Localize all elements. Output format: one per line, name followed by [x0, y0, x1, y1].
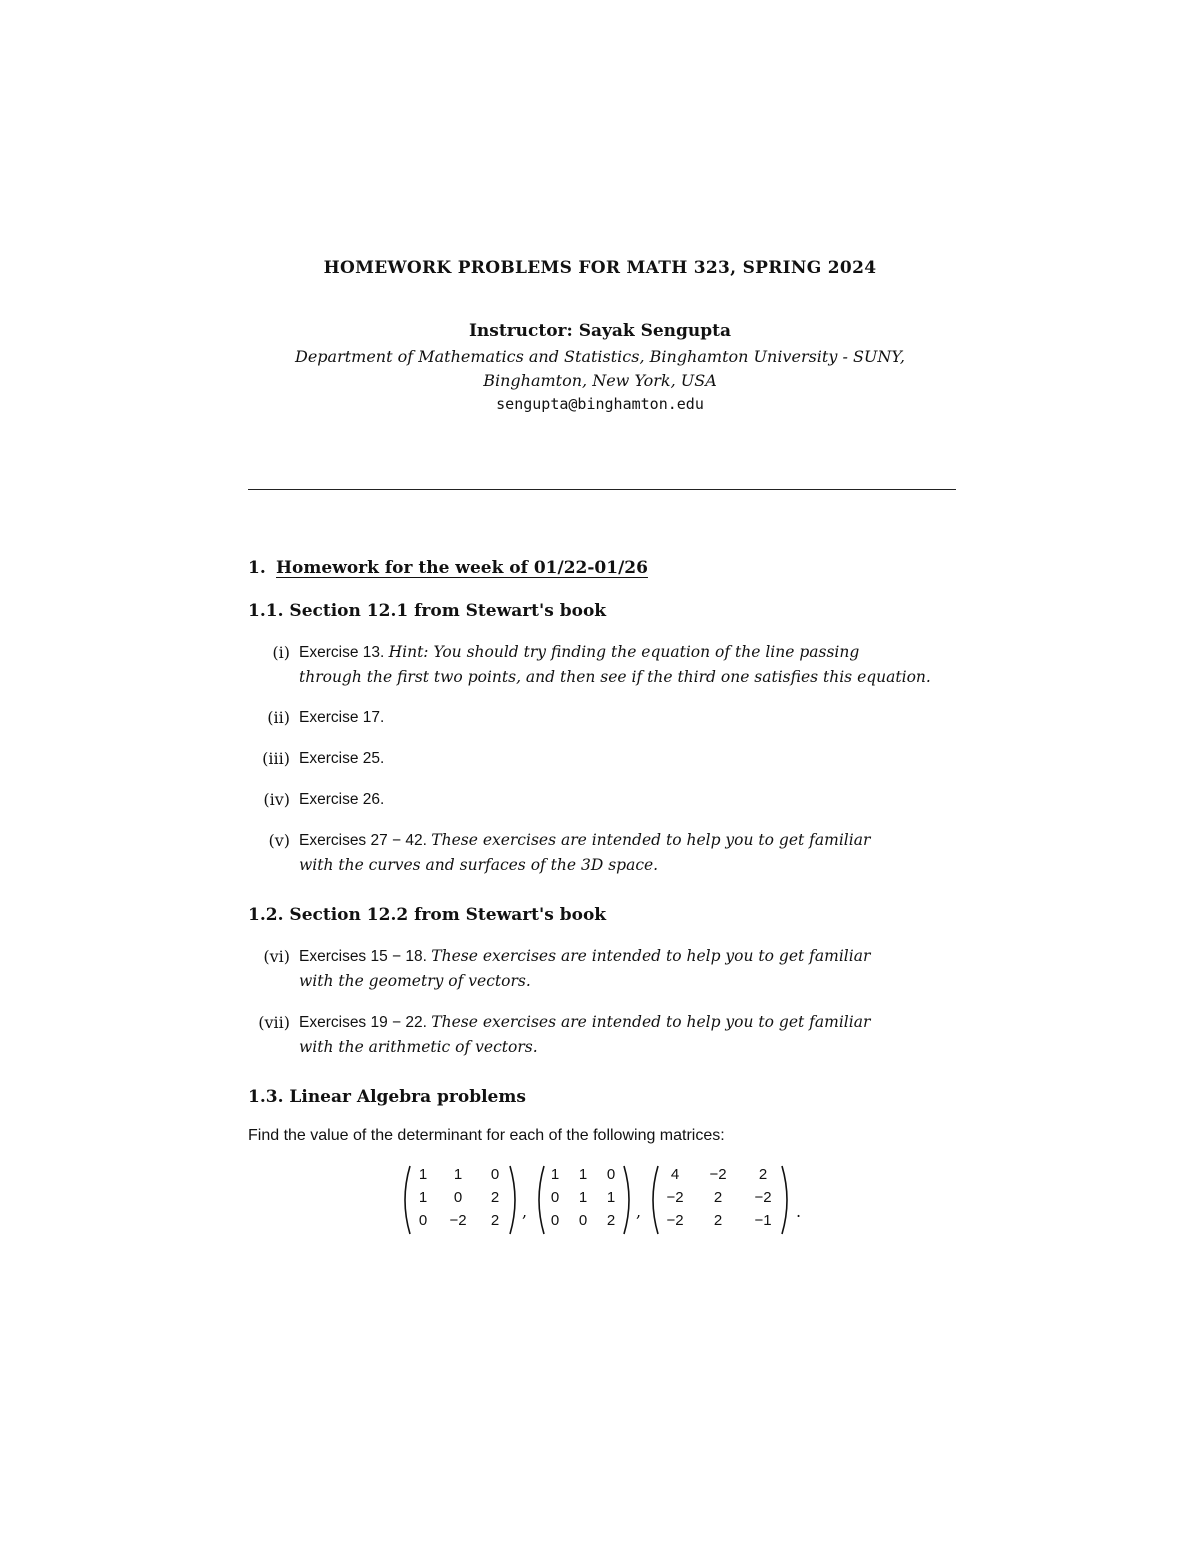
item-text: Exercises 15 − 18. — [299, 948, 427, 965]
item-hint-cont: with the arithmetic of vectors. — [299, 1038, 538, 1056]
section-heading — [248, 558, 648, 578]
horizontal-rule — [248, 489, 956, 490]
item-label: (v) — [268, 831, 290, 850]
matrix-cell: 2 — [606, 1212, 616, 1229]
instructor-email: sengupta@binghamton.edu — [496, 395, 704, 413]
matrix-3 — [648, 1162, 792, 1238]
item-hint: These exercises are intended to help you to get familiar — [431, 1013, 871, 1031]
affiliation-line-2: Binghamton, New York, USA — [483, 371, 717, 390]
section-title: Homework for the week of 01/22-01/26 — [276, 558, 648, 578]
matrix-list — [400, 1162, 820, 1242]
matrix-cell: 0 — [418, 1212, 428, 1229]
item-text: Exercises 19 − 22. — [299, 1014, 427, 1031]
item-hint-cont: with the curves and surfaces of the 3D space. — [299, 856, 659, 874]
matrix-cell: −2 — [666, 1212, 684, 1229]
matrix-cell: −2 — [709, 1166, 727, 1183]
matrix-cell: 0 — [490, 1166, 500, 1183]
matrix-1 — [400, 1162, 520, 1238]
item-label: (iv) — [263, 790, 290, 809]
subsection-heading-1-3: 1.3. Linear Algebra problems — [248, 1087, 526, 1107]
matrix-cell: −2 — [449, 1212, 467, 1229]
item-text: Exercise 25. — [299, 750, 385, 767]
affiliation-line-1: Department of Mathematics and Statistics, Binghamton University - SUNY, — [294, 347, 905, 366]
list-item — [248, 640, 956, 690]
matrix-cell: 2 — [490, 1212, 500, 1229]
item-label: (vi) — [263, 947, 290, 966]
item-hint: These exercises are intended to help you to get familiar — [431, 831, 871, 849]
matrix-2 — [534, 1162, 634, 1238]
item-text: Exercise 26. — [299, 791, 385, 808]
matrix-cell: 0 — [606, 1166, 616, 1183]
subsection-heading-1-2: 1.2. Section 12.2 from Stewart's book — [248, 905, 607, 925]
item-label: (iii) — [262, 749, 290, 768]
determinant-prompt: Find the value of the determinant for each of the following matrices: — [248, 1127, 725, 1144]
item-label: (ii) — [267, 708, 290, 727]
section-number: 1. — [248, 558, 266, 578]
instructor-name: Instructor: Sayak Sengupta — [468, 321, 732, 341]
matrix-cell: 1 — [418, 1166, 428, 1183]
matrix-cell: 2 — [490, 1189, 500, 1206]
matrix-cell: 1 — [453, 1166, 463, 1183]
item-hint-cont: through the first two points, and then see if the third one satisfies this equation. — [299, 668, 931, 686]
list-item — [248, 746, 956, 771]
matrix-cell: −2 — [666, 1189, 684, 1206]
item-hint: Hint: You should try finding the equation of the line passing — [388, 643, 860, 661]
item-label: (i) — [272, 643, 290, 662]
item-label: (vii) — [258, 1013, 290, 1032]
matrix-cell: 1 — [606, 1189, 616, 1206]
matrix-cell: 0 — [578, 1212, 588, 1229]
matrix-cell: 0 — [550, 1212, 560, 1229]
item-text: Exercise 13. — [299, 644, 385, 661]
matrix-cell: 2 — [758, 1166, 768, 1183]
matrix-cell: 1 — [550, 1166, 560, 1183]
item-text: Exercises 27 − 42. — [299, 832, 427, 849]
matrix-separator: , — [636, 1202, 642, 1221]
list-item — [248, 828, 956, 878]
matrix-cell: 0 — [550, 1189, 560, 1206]
subsection-heading-1-1: 1.1. Section 12.1 from Stewart's book — [248, 601, 607, 621]
list-item — [248, 944, 956, 994]
item-hint-cont: with the geometry of vectors. — [299, 972, 531, 990]
matrix-separator: , — [522, 1202, 528, 1221]
matrix-cell: 0 — [453, 1189, 463, 1206]
matrix-cell: 4 — [670, 1166, 680, 1183]
matrix-cell: −1 — [754, 1212, 772, 1229]
matrix-cell: 2 — [713, 1189, 723, 1206]
matrix-cell: 1 — [418, 1189, 428, 1206]
item-hint: These exercises are intended to help you to get familiar — [431, 947, 871, 965]
matrix-cell: 1 — [578, 1166, 588, 1183]
list-item — [248, 1010, 956, 1060]
document-title: HOMEWORK PROBLEMS FOR MATH 323, SPRING 2024 — [323, 258, 877, 278]
matrix-cell: 1 — [578, 1189, 588, 1206]
list-item — [248, 705, 956, 730]
item-text: Exercise 17. — [299, 709, 385, 726]
matrix-terminator: . — [796, 1202, 802, 1221]
matrix-cell: 2 — [713, 1212, 723, 1229]
list-item — [248, 787, 956, 812]
matrix-cell: −2 — [754, 1189, 772, 1206]
